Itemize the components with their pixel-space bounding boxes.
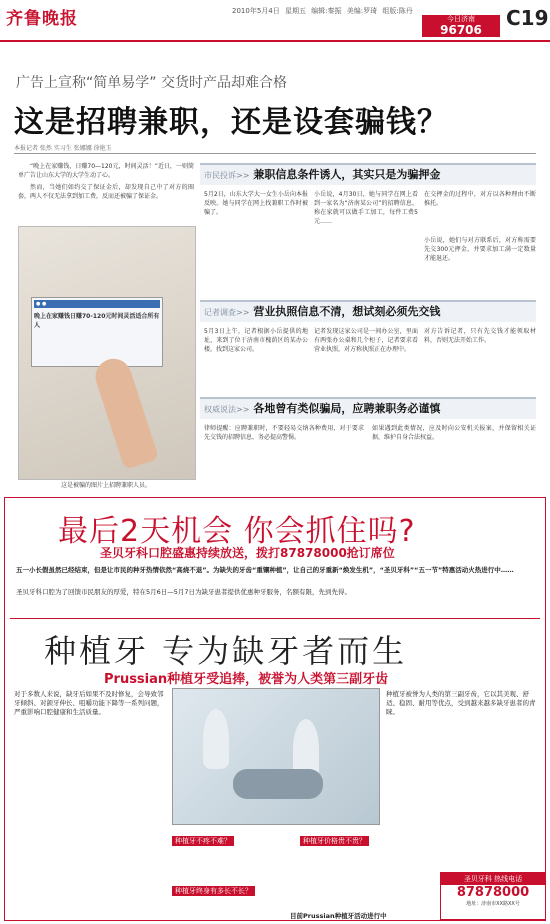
laptop-screen: [31, 297, 163, 367]
hotline-box: [422, 15, 500, 37]
section-2-col-3: 对方告诉记者，只有先交钱才能领取材料，否则无法开始工作。: [424, 328, 536, 344]
ad-subtitle: 圣贝牙科口腔盛惠持续放送，拨打87878000抢订席位: [100, 546, 395, 560]
section-2-title: 营业执照信息不清，想试刻必须先交钱: [253, 305, 441, 318]
ad-intro: 五一小长假虽然已经结束，但是让市民的种牙热情依然“高烧不退”。为缺失的牙齿“重镶种植”，让自己的牙重新“焕发生机”，“圣贝牙科”“五一节”特惠活动火热进行中……: [16, 566, 514, 574]
contact-box: [440, 872, 546, 920]
divider: [14, 153, 536, 154]
contact-number: 87878000: [456, 885, 530, 900]
dateline: 2010年5月4日 星期五 编辑:秦振 美编:罗琦 组版:陈丹: [232, 7, 413, 15]
section-1-title: 兼职信息条件诱人，其实只是为骗押金: [253, 168, 441, 181]
section-1-col-2: 小岳说，4月30日，她与同学在网上看到一家名为“济南某公司”的招聘信息，称在家就可以做手工加工，每件工费5元……: [314, 191, 418, 225]
hotline-label: 今日济南: [447, 15, 475, 23]
ad-body-right: 种植牙被誉为人类的第三副牙齿，它以其美观、舒适、稳固、耐用等优点，受到越来越多缺牙患者的青睐。: [386, 690, 536, 716]
newspaper-logo: 齐鲁晚报: [6, 9, 78, 29]
divider: [10, 618, 540, 619]
ad-label-2: 种植牙终身有多长不长？: [172, 878, 255, 897]
section-2-heading: [204, 303, 440, 319]
ad-headline: 种植牙 专为缺牙者而生: [44, 632, 408, 670]
ad-footer: 目前Prussian种植牙活动进行中: [290, 912, 387, 920]
page-number: C19: [506, 6, 549, 30]
section-2-col-1: 5月3日上午，记者根据小岳提供的地址，来到了位于济南市槐荫区的某办公楼，找到这家公司。: [204, 328, 308, 353]
screen-text: 晚上在家赚钱日赚70-120元时间灵活适合所有人: [34, 313, 160, 329]
section-1-col-1: 5月2日，山东大学大一女生小岳向本报反映。她与同学在网上找兼职工作时被骗了。: [204, 191, 308, 216]
photo-caption: 这是被骗的图片上招聘兼职人员。: [60, 482, 151, 489]
article-subtitle: 广告上宣称“简单易学” 交货时产品却难合格: [16, 75, 287, 91]
article-lede: [18, 162, 194, 201]
section-1-heading: [204, 166, 440, 182]
contact-name: 圣贝牙科 热线电话: [441, 873, 545, 885]
clinic-photo: [172, 688, 380, 825]
browser-bar: ● ●: [34, 300, 160, 308]
article-headline: 这是招聘兼职，还是设套骗钱？: [14, 105, 448, 140]
section-2-col-2: 记者发现这家公司是一间办公室，里面有两张办公桌和几个柜子，记者要求看营业执照，对方称执照正在办理中。: [314, 328, 418, 353]
lede-paragraph: “晚上在家赚钱，日赚70—120元，时间灵活！”近日，一则简单广告让山东大学的大学生动了心。: [18, 163, 194, 179]
pointing-hand-icon: [91, 354, 159, 470]
section-2-tag: 记者调查>>: [204, 308, 250, 317]
ad-label-1: 种植牙不疼不难？: [172, 828, 234, 847]
hotline-number: 96706: [440, 23, 482, 37]
dental-chair: [233, 769, 323, 799]
ad-subheadline: Prussian种植牙受追捧，被誉为人类第三副牙齿: [104, 672, 389, 687]
section-3-col-1: 律师提醒：应聘兼职时，不要轻易交纳各种费用，对于要求先交钱的招聘信息，务必提高警惕。: [204, 425, 364, 441]
section-1-tag: 市民投诉>>: [204, 171, 250, 180]
section-1-col-3b: 小岳说，她们与对方联系后，对方称需要先交300元押金，并要求加工满一定数量才能退还。: [424, 237, 536, 262]
article-photo: [18, 226, 196, 480]
ad-offer: 圣贝牙科口腔为了回馈市民朋友的厚爱，特在5月6日—5月7日为缺牙患者提供优惠种牙服务，名额有限，先到先得。: [16, 588, 352, 596]
article-byline: 本报记者 张然 实习生 张娜娜 徐艳玉: [14, 145, 112, 152]
section-1-col-3: 在交押金的过程中，对方以各种理由不断推托。: [424, 191, 536, 207]
section-3-title: 各地曾有类似骗局，应聘兼职务必谨慎: [253, 402, 441, 415]
dentist-figure: [203, 709, 229, 769]
section-3-heading: [204, 400, 440, 416]
contact-address: 地址：济南市XX路XX号: [466, 901, 520, 907]
section-3-col-2: 如果遇到此类情况，应及时向公安机关报案，并保留相关证据，维护自身合法权益。: [372, 425, 536, 441]
ad-label-3: 种植牙价格贵不贵？: [300, 828, 369, 847]
lede-paragraph-2: 然而，当她们如约交了保证金后，却发现自己中了对方的圈套，两人不仅无法拿到加工费，反而还被骗了保证金。: [18, 184, 194, 200]
ad-title: 最后2天机会 你会抓住吗?: [58, 514, 416, 549]
section-3-tag: 权威说法>>: [204, 405, 250, 414]
ad-body-left: 对于多数人来说，缺牙后如果不及时修复，会导致邻牙倾斜、对颌牙伸长、咀嚼功能下降等一系列问题，严重影响口腔健康和生活质量。: [14, 690, 164, 716]
